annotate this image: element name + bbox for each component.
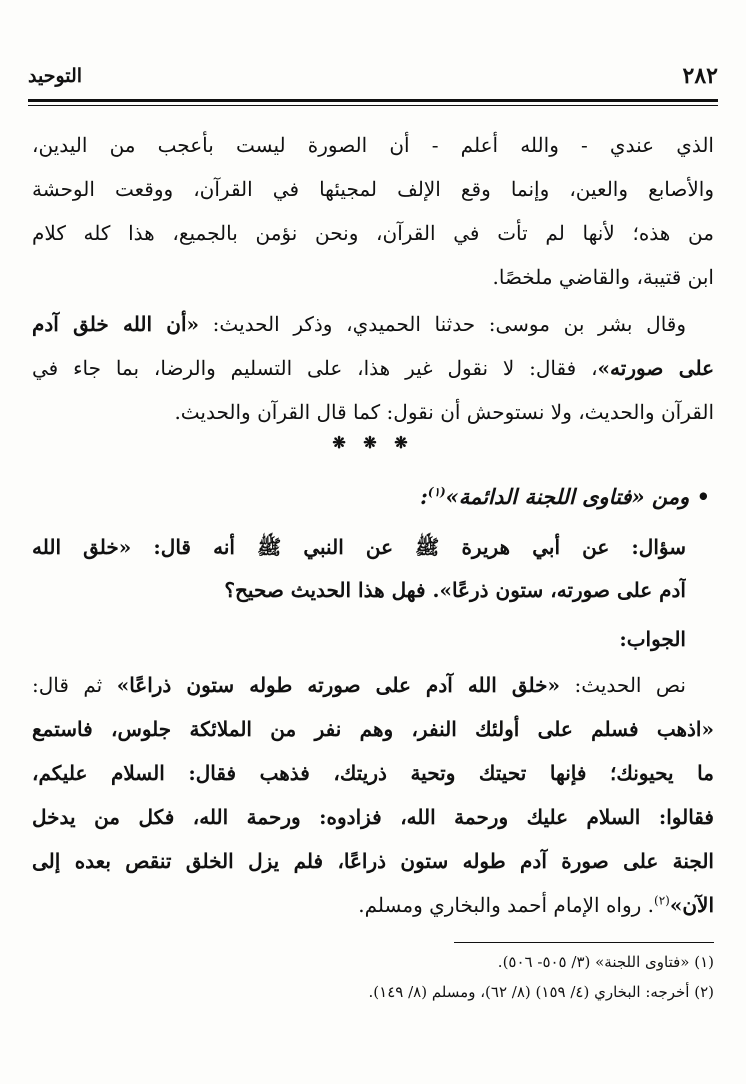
body-text: ثم قال: (32, 673, 117, 697)
header-rule-thin (28, 105, 718, 106)
body-line: ابن قتيبة، والقاضي ملخصًا. (492, 265, 714, 289)
header-rule-thick (28, 99, 718, 102)
body-line: والأصابع والعين، وإنما وقع الإلف لمجيئها في القرآن، ووقعت الوحشة (32, 177, 714, 201)
body-line (32, 351, 714, 385)
hadith-quote: على صورته» (597, 356, 714, 380)
section-heading (32, 480, 710, 514)
body-text: . رواه الإمام أحمد والبخاري ومسلم. (358, 893, 655, 917)
footnote-rule (454, 942, 714, 943)
body-line (32, 307, 686, 341)
body-text: نص الحديث: (560, 673, 686, 697)
footnote: (١) «فتاوى اللجنة» (٣/ ٥٠٥- ٥٠٦). (497, 953, 714, 971)
footnote-marker: (١) (427, 485, 446, 499)
page-number: ٢٨٢ (682, 63, 718, 89)
footnote-marker: (٢) (654, 893, 670, 908)
answer-line: فقالوا: السلام عليك ورحمة الله، فزادوه: ورحمة الله، فكل من يدخل (32, 805, 714, 829)
footnote: (٢) أخرجه: البخاري (٤/ ١٥٩) (٨/ ٦٢)، ومسلم (٨/ ١٤٩). (368, 983, 714, 1001)
question-line: آدم على صورته، ستون ذرعًا». فهل هذا الحديث صحيح؟ (224, 578, 686, 602)
hadith-quote: «خلق الله آدم على صورته طوله ستون ذراعًا» (116, 673, 561, 697)
hadith-quote: الآن» (669, 893, 714, 917)
answer-heading: الجواب: (619, 627, 686, 651)
answer-line (32, 668, 686, 702)
body-text: وقال بشر بن موسى: حدثنا الحميدي، وذكر الحديث: (199, 312, 686, 336)
heading-text: • ومن «فتاوى اللجنة الدائمة» (445, 484, 710, 509)
hadith-quote: «أن الله خلق آدم (32, 312, 200, 336)
section-separator: ❋ ❋ ❋ (332, 433, 414, 452)
body-line: الذي عندي - والله أعلم - أن الصورة ليست بأعجب من اليدين، (32, 133, 714, 157)
answer-line: «اذهب فسلم على أولئك النفر، وهم نفر من الملائكة جلوس، فاستمع (32, 717, 714, 741)
body-line: من هذه؛ لأنها لم تأت في القرآن، ونحن نؤمن بالجميع، هذا كله كلام (32, 221, 714, 245)
body-text: ، فقال: لا نقول غير هذا، على التسليم والرضا، بما جاء في (32, 356, 598, 380)
body-line: القرآن والحديث، ولا نستوحش أن نقول: كما قال القرآن والحديث. (174, 400, 714, 424)
answer-line (32, 888, 714, 922)
answer-line: ما يحيونك؛ فإنها تحيتك وتحية ذريتك، فذهب فقال: السلام عليكم، (32, 761, 714, 785)
running-title: التوحيد (28, 65, 83, 87)
page-header (28, 58, 718, 94)
question-line: سؤال: عن أبي هريرة ﷺ عن النبي ﷺ أنه قال: «خلق الله (32, 535, 686, 559)
answer-line: الجنة على صورة آدم طوله ستون ذراعًا، فلم يزل الخلق تنقص بعده إلى (32, 849, 714, 873)
heading-colon: : (420, 484, 428, 509)
